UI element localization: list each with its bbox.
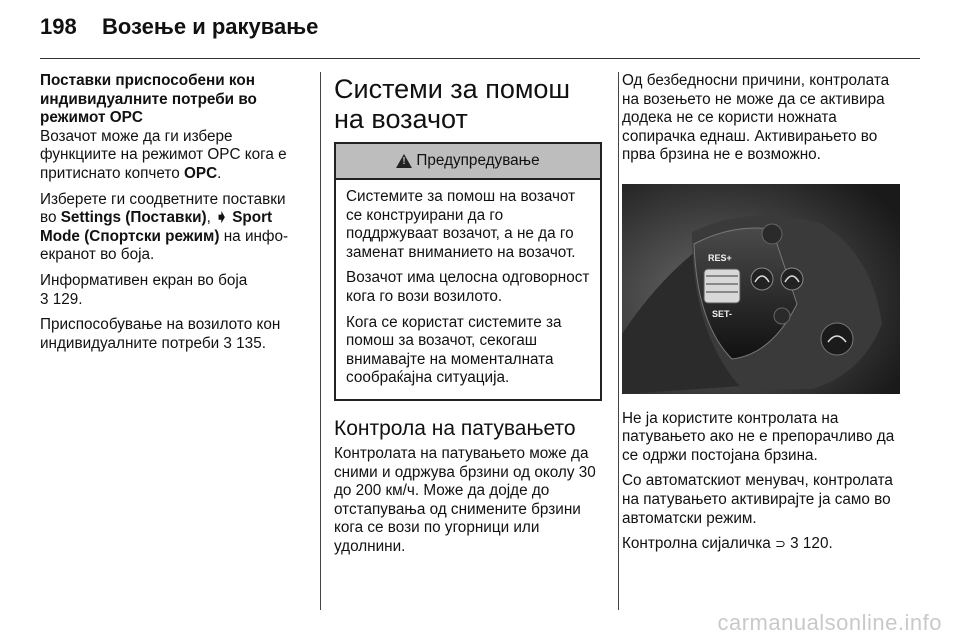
- opc-heading: [40, 72, 306, 128]
- safety-paragraph: Од безбедносни причини, контролата на возењето не може да се активира додека не се користи ножната сопирачка еднаш. Активирањето во прва брзина не е возможно.: [622, 72, 890, 164]
- header-divider: [40, 58, 920, 59]
- control-indicator-paragraph: [622, 535, 900, 555]
- warning-title: Предупредување: [416, 151, 540, 169]
- opc-paragraph-4: [40, 316, 306, 353]
- warning-paragraph-1: Системите за помош на возачот се конструирани да го поддржуваат возачот, а не да го заменат вниманието на возачот.: [346, 188, 576, 261]
- column-divider-2: [618, 72, 619, 610]
- set-label: SET-: [712, 308, 733, 319]
- opc-paragraph-3: [40, 272, 306, 309]
- warning-body: [336, 180, 600, 399]
- personalization-ref[interactable]: 3 135.: [223, 334, 266, 352]
- column-divider-1: [320, 72, 321, 610]
- watermark: carmanualsonline.info: [717, 610, 942, 635]
- opc-p1-end: .: [217, 164, 222, 182]
- info-display-text: Информативен екран во боја: [40, 271, 248, 289]
- opc-heading-line-3: режимот OPC: [40, 109, 143, 127]
- opc-p2-sep: ,: [206, 209, 216, 227]
- warning-paragraph-2: Возачот има целосна одговорност кога го вози возилото.: [346, 269, 590, 305]
- control-indicator-text: Контролна сијаличка: [622, 535, 776, 553]
- personalization-text: Приспособување на возилото кон индивидуалните потреби: [40, 316, 281, 352]
- menu-arrow-icon: ➧: [215, 209, 228, 227]
- opc-heading-line-2: индивидуалните потреби во: [40, 90, 257, 108]
- constant-speed-paragraph: Не ја користите контролата на патувањето ако не е препорачливо да се одржи постојана брзина.: [622, 409, 895, 464]
- opc-p2-start: Изберете ги соодветните поставки во: [40, 190, 286, 227]
- page-header: [40, 14, 920, 54]
- settings-menu-label: Settings (Поставки): [60, 209, 207, 227]
- info-display-ref[interactable]: 3 129.: [40, 290, 83, 308]
- section-title: Системи за помош на возачот: [334, 74, 571, 134]
- sport-mode-label: Sport Mode (Спортски режим): [40, 209, 273, 245]
- opc-paragraph-2: [40, 191, 306, 265]
- opc-p2-end: на инфо-екранот во боја.: [40, 227, 289, 264]
- opc-p1-text: Возачот може да ги избере функциите на режимот OPC кога е притиснато копчето: [40, 127, 287, 182]
- automatic-transmission-paragraph: Со автоматскиот менувач, контролата на патувањето активирајте ја само во автоматски режим.: [622, 472, 893, 527]
- control-indicator-ref[interactable]: 3 120.: [790, 535, 833, 553]
- page-number: 198: [40, 14, 77, 39]
- warning-paragraph-3: Кога се користат системите за помош за возачот, секогаш внимавајте на моменталната сообраќајна ситуација.: [346, 313, 562, 387]
- column-3: [622, 72, 900, 562]
- res-label: RES+: [708, 252, 732, 263]
- opc-paragraph-1: [40, 128, 306, 184]
- warning-header: [336, 144, 600, 180]
- column-2: [334, 72, 602, 564]
- cruise-control-body: Контролата на патувањето може да сними и одржува брзини од околу 30 до 200 км/ч. Може да дојде до отстапувања од снимените брзини кога се вози по угорници или удолнини.: [334, 444, 596, 555]
- cruise-control-indicator-icon: ⊃: [775, 537, 786, 553]
- warning-triangle-icon: !: [396, 154, 412, 168]
- warning-box: [334, 142, 602, 401]
- subsection-title: Контрола на патувањето: [334, 416, 576, 440]
- steering-wheel-controls-photo: [622, 184, 900, 394]
- opc-button-name: OPC: [183, 164, 218, 182]
- column-1: [40, 72, 306, 360]
- opc-heading-line-1: Поставки приспособени кон: [40, 72, 255, 89]
- chapter-title: Возење и ракување: [102, 14, 319, 39]
